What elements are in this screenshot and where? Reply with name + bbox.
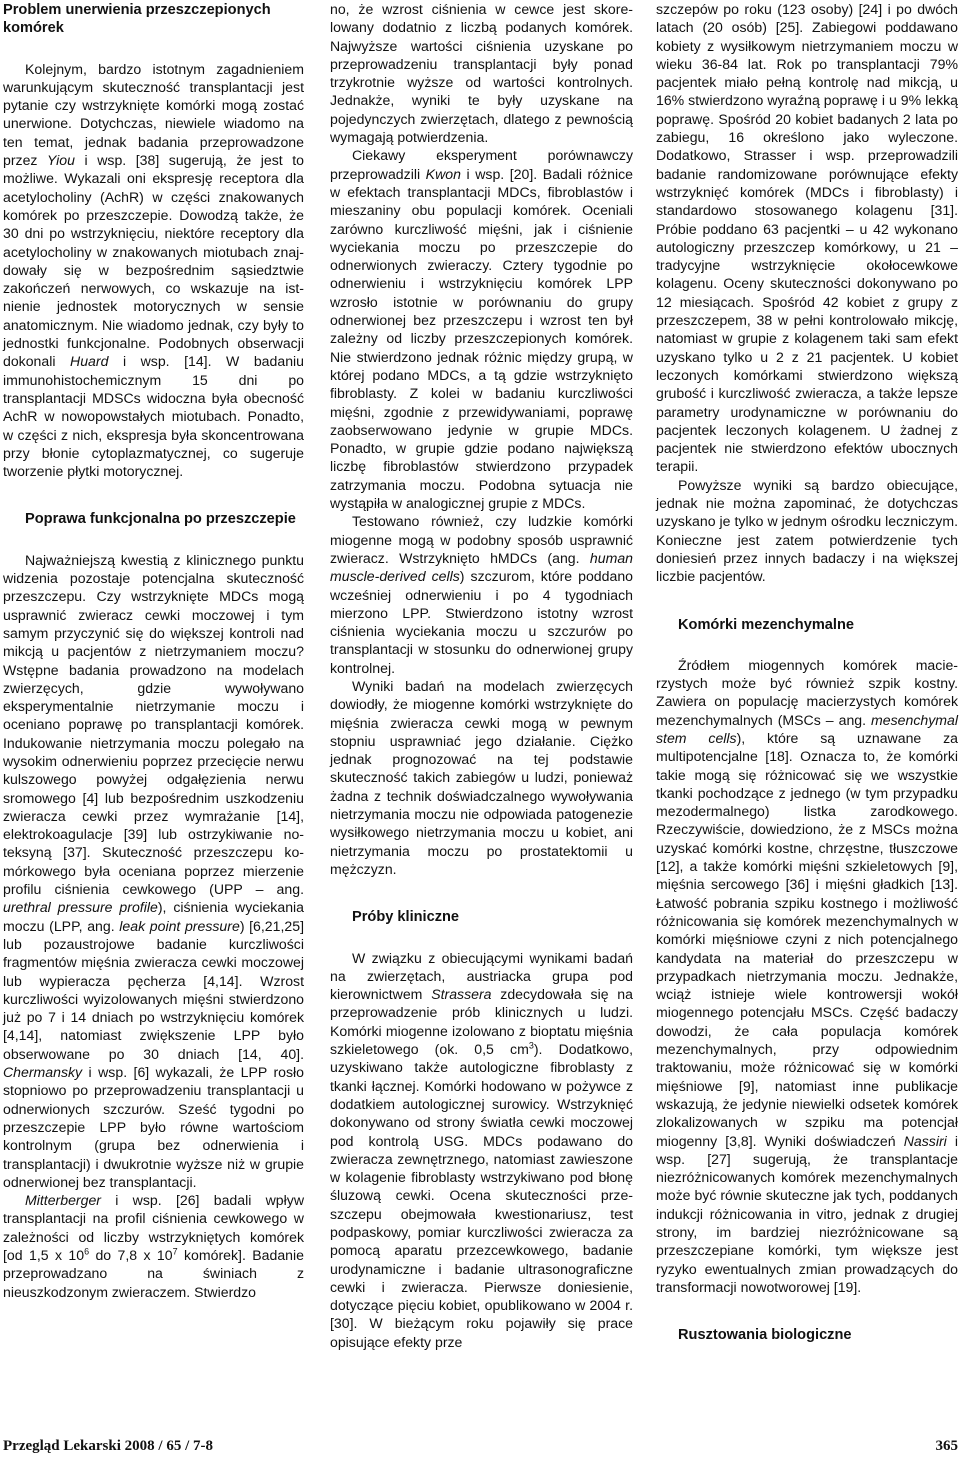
italic-term: mesenchymal stem cells	[656, 711, 958, 746]
text-run: Ciekawy eksperyment porównawczy przeprowadzili	[330, 147, 633, 182]
section-heading-rusztowania: Rusztowania biologiczne	[678, 1327, 852, 1344]
paragraph	[330, 146, 633, 512]
paragraph	[3, 1191, 304, 1301]
page-number: 365	[935, 1438, 958, 1454]
italic-term: human muscle-derived cells	[330, 549, 633, 585]
italic-name: Strassera	[431, 986, 492, 1003]
text-run: Źródłem miogennych komórek macierzystych może być również szpik kostny. Zawiera on populację macierzystych komórek mezenchymalnych (MSCs – ang.	[656, 656, 958, 728]
text-run: ), ciśnienia wyciekania moczu (LPP, ang.	[3, 899, 304, 934]
section-heading-unerwienie: Problem unerwienia przeszczepionych komórek	[3, 2, 271, 37]
text-run: i wsp. [38] sugerują, że jest to możliwe. Wykazali oni ekspresję receptora dla acetylocholiny (AchR) w części znakowanych komórek po przeszczepie. Dowodzą także, że 30 dni po wstrzyknięciu, niektóre receptory dla acetylocholiny w znakowanych miotubach znajdowały się w bezpośrednim sąsiedztwie zakończeń nerwowych, co wskazuje na istnienie jednostek motorycznych w sensie anatomicznym. Nie wiadomo jednak, czy były to jednostki funkcjonalne. Podobnych obserwacji dokonali	[3, 152, 304, 370]
paragraph: no, że wzrost ciśnienia w cewce jest skorelowany dodatnio z liczbą podanych komórek. Najwyższe wartości ciśnienia uzyskane po przeprowadzeniu transplantacji były ponad trzykrotnie wyższe od wartości kontrolnych. Jednakże, wyniki te były uzyskane na pojedynczych zwierzętach, dlatego z pewnością wymagają potwierdzenia.	[330, 1, 633, 146]
text-run: i wsp. [20]. Badali różnice w efektach transplantacji MDCs, fibroblastów i mieszaniny obu populacji komórek. Oceniali zarówno kurczliwość mięśni, jak i ciśnienie wyciekania moczu po przeszczepie do odnerwionych zwieraczy. Cztery tygodnie po odnerwieniu i wstrzyknięciu komórek LPP wzrosło istotnie w porównaniu do grupy odnerwionej bez przeszczepu i wzrost ten był zależny od liczby przeszczepionych komórek. Nie stwierdzono jednak różnic między grupą, w której podano MDCs, a tą gdzie wstrzyknięto fibroblasty. Z kolei w badaniu kurczliwości mięśni, zgodnie z przewidywaniami, poprawę zaobserwowano jedynie w grupie MDCs. Ponadto, w grupie gdzie podano największą liczbę fibroblastów stwierdzono przypadek zatrzymania moczu. Podobna sytuacja nie wystąpiła w analogicznej grupie z MDCs.	[330, 165, 633, 512]
paragraph: Wyniki badań na modelach zwierzęcych dowiodły, że miogenne komórki wstrzyknięte do mięśnia zwieracza cewki mogą w pewnym stopniu usprawniać jego działanie. Ciężko jednak prognozować na tej podstawie skuteczność takich zabiegów u ludzi, ponieważ żadna z technik doświadczalnego wywoływania nietrzymania moczu nie odpowiada patogenezie wysiłkowego nietrzymania moczu u kobiet, ani nietrzymania moczu po prostatektomii u mężczyzn.	[330, 677, 633, 877]
paragraph	[3, 551, 304, 1191]
italic-name: Mitterberger	[25, 1192, 101, 1209]
italic-term: urethral pressure profile	[3, 899, 158, 916]
column-2	[330, 0, 633, 1351]
superscript: 6	[84, 1246, 90, 1257]
paragraph	[330, 512, 633, 677]
journal-citation: Przegląd Lekarski 2008 / 65 / 7-8	[3, 1438, 213, 1454]
text-run: i wsp. [6] wykazali, że LPP rosło stopniowo po przeprowadzeniu transplantacji u odnerwionych szczurów. Sześć tygodni po przeszczepie LPP było równe wartościom kontrolnym (grupa bez odnerwienia i transplantacji) i dwukrotnie wyższe niż w grupie odnerwionej bez transplantacji.	[3, 1064, 304, 1190]
column-3	[656, 0, 958, 1344]
text-run: ). Dodatkowo, uzyskiwano także autologiczne fibroblasty z tkanki łącznej. Komórki hodowano w pożywce z dodatkiem autologicznej surowicy. Wstrzyknięć dokonywano od strony światła cewki moczowej pod kontrolą USG. MDCs podawano do zwieracza zewnętrznego, natomiast zawieszone w kolagenie fibroblasty wstrzykiwano pod błonę śluzową cewki. Ocena skuteczności przeszczepu obejmowała kwestionariusz, test podpaskowy, pomiar kurczliwości zwieracza za pomocą aparatu przezcewkowego, badanie urodynamiczne i badanie ultrasonograficzne cewki i zwieracza. Pierwsze doniesienie, dotyczące pięciu kobiet, opublikowano w 2004 r. [30]. W bieżącym roku pojawiły się prace opisujące efekty prze	[330, 1041, 633, 1350]
section-heading-poprawa: Poprawa funkcjonalna po przeszczepie	[25, 511, 296, 528]
text-run: i wsp. [14]. W badaniu immunohistochemicznym 15 dni po transplantacji MDSCs widoczna była obecność AchR w nowopowstałych miotubach. Ponadto, w części z nich, ekspresja była skoncentrowana przy błonie cytoplazmatycznej, co sugeruje tworzenie płytki motorycznej.	[3, 353, 305, 480]
text-run: i wsp. [26] badali wpływ transplantacji na profil ciśnienia cewkowego w zależności od liczby wstrzykniętych komórek [od 1,5 x 10	[3, 1192, 304, 1263]
text-run: zdecydowała się na przeprowadzenie prób klinicznych u ludzi. Komórki miogenne izolowano z bioptatu mięśnia szkieletowego (ok. 0,5 cm	[330, 986, 633, 1058]
text-run: Testowano również, czy ludzkie komórki miogenne mogą w podobny sposób usprawnić zwieracz. Wstrzyknięto hMDCs (ang.	[330, 513, 633, 566]
section-heading-proby: Próby kliniczne	[352, 909, 460, 926]
paragraph: szczepów po roku (123 osoby) [24] i po dwóch latach (20 osób) [25]. Zabiegowi poddawano kobiety z wysiłkowym nietrzymaniem moczu w wieku 36-84 lat. Rok po transplantacji 79% pacjentek miało pełną kontrolę nad mikcją, u 16% stwierdzono wyraźną poprawę i u 9% lekką poprawę. Spośród 20 kobiet badanych 2 lata po zabiegu, 16 określono jako wyleczone. Dodatkowo, Strasser i wsp. przeprowadzili badanie randomizowane porównujące efekty wstrzyknięć komórek (MDCs i fibroblasty) i standardowo stosowanego kolagenu [31]. Próbie poddano 63 pacjentki – u 42 wykonano autologiczny przeszczep komórkowy, u 21 – tradycyjne wstrzyknięcie okołocewkowe kolagenu. Oceny skuteczności dokonywano po 12 miesiącach. Spośród 42 kobiet z grupy z przeszczepem, 38 w pełni kontrolowało mikcję, natomiast w grupie z kolagenem taki sam efekt uzyskano tylko u 2 z 21 pacjentek. U kobiet leczonych komórkami stwierdzono większą grubość i kurczliwość zwieracza, a także lepsze parametry urodynamiczne w porównaniu do pacjentek leczonych kolagenem. U żadnej z pacjentek nie stwierdzono efektów ubocznych terapii.	[656, 1, 958, 475]
italic-name: Yiou	[47, 152, 75, 169]
text-run: Kolejnym, bardzo istotnym zagadnieniem warunkującym skuteczność transplantacji jest pytanie czy wstrzyknięte komórki mogą zostać unerwione. Dotychczas, niewiele wiadomo na ten temat, jednak badania przeprowadzone przez	[3, 60, 304, 169]
text-run: Najważniejszą kwestią z klinicznego punktu widzenia pozostaje potencjalna skuteczność przeszczepu. Czy wstrzyknięte MDCs mogą usprawnić zwieracz cewki moczowej i tym samym przyczynić się do większej kontroli nad mikcją u pacjentów z nietrzymaniem moczu? Wstępne badania prowadzono na modelach zwierzęcych, gdzie wywoływano eksperymentalnie nietrzymanie moczu i oceniano poprawę po transplantacji komórek. Indukowanie nietrzymania moczu polegało na wysokim odnerwieniu poprzez przecięcie nerwu kulszowego powyżej odgałęzienia nerwu sromowego [4] lub bezpośrednim uszkodzeniu zwieracza cewki przez wymrażanie [14], elektrokoagulacje [39] lub ostrzykiwanie noteksyną [37]. Skuteczność przeszczepu komórkowego była oceniana poprzez mierzenie profilu ciśnienia cewkowego (UPP – ang.	[3, 551, 304, 898]
text-run: do 7,8 x 10	[89, 1247, 173, 1263]
section-heading-mezenchymalne: Komórki mezenchymalne	[678, 616, 854, 633]
text-run: ) szczurom, które poddano wcześniej odnerwieniu i po 4 tygodniach mierzono LPP. Stwierdzono istotny wzrost ciśnienia wyciekania moczu u szczurów po transplantacji w stosunku do odnerwionej grupy kontrolnej.	[330, 568, 634, 676]
paragraph	[3, 60, 304, 481]
text-run: ) [6,21,25] lub pozaustrojowe badanie kurczliwości fragmentów mięśnia zwieracza cewki moczowej lub wypieracza pęcherza [4,14]. Wzrost kurczliwości wyizolowanych mięśni stwierdzono już po 7 i 14 dniach po wstrzyknięciu komórek [4,14], natomiast zwiększenie LPP było obserwowane po 30 dniach [14, 40].	[3, 917, 304, 1062]
italic-name: Nassiri	[903, 1132, 947, 1149]
superscript: 7	[172, 1246, 178, 1257]
text-run: i wsp. [27] sugerują, że transplantacje niezróżnicowanych komórek mezenchymalnych może być równie skuteczne jak tych, poddanych indukcji różnicowania in vitro, jednak z drugiej strony, im bardziej niezróżnicowane są przeszczepiane komórki, tym większe jest ryzyko ewentualnych zmian prowadzących do transformacji nowotworowej [19].	[656, 1132, 959, 1295]
italic-name: Chermansky	[3, 1064, 83, 1081]
paragraph: Powyższe wyniki są bardzo obiecujące, jednak nie można zapominać, że dotychczas uzyskano je tylko w jednym ośrodku leczniczym. Konieczne jest zatem potwierdzenie tych doniesień przez innych badaczy i na większej liczbie pacjentów.	[656, 476, 958, 585]
footer-rule	[0, 1431, 960, 1432]
column-1	[3, 0, 304, 1301]
text-run: ), które są uznawane za multipotencjalne [18]. Oznacza to, że komórki takie mogą się różnicować się we wszystkie tkanki pochodzące z jednego (w tym przypadku mezodermalnego) listka zarodkowego. Rzeczywiście, dowiedziono, że z MSCs można uzyskać komórki kostne, chrzęstne, tłuszczowe [12], a także komórki mięśni szkieletowych [9], mięśnia sercowego [36] i mięśni gładkich [13]. Łatwość pobrania szpiku kostnego i możliwość różnicowania się komórek mezenchymalnych w komórki mięśniowe czyni z nich potencjalnego kandydata na materiał do przeszczepu w przypadkach nietrzymania moczu. Jednakże, wciąż istnieje wiele kontrowersji wokół miogennego potencjału MSCs. Część badaczy dowodzi, że cała populacja komórek mezenchymalnych, przy odpowiednim traktowaniu, może różnicować się w komórki mięśniowe [9], natomiast inne publikacje wskazują, że jedynie niewielki odsetek komórek zlokalizowanych w szpiku ma potencjał miogenny [3,8]. Wyniki doświadczeń	[656, 729, 958, 1149]
italic-name: Huard	[70, 353, 109, 370]
italic-term: leak point pressure	[119, 917, 240, 934]
superscript: 3	[528, 1040, 534, 1051]
text-run: W związku z obiecującymi wynikami badań na zwierzętach, austriacka grupa pod kierownictwem	[330, 949, 633, 1003]
text-run: komórek]. Badanie przeprowadzano na świniach z nieuszkodzonym zwieraczem. Stwierdzo	[3, 1247, 304, 1300]
paragraph	[656, 656, 958, 1296]
italic-name: Kwon	[425, 165, 461, 182]
paragraph	[330, 949, 633, 1352]
